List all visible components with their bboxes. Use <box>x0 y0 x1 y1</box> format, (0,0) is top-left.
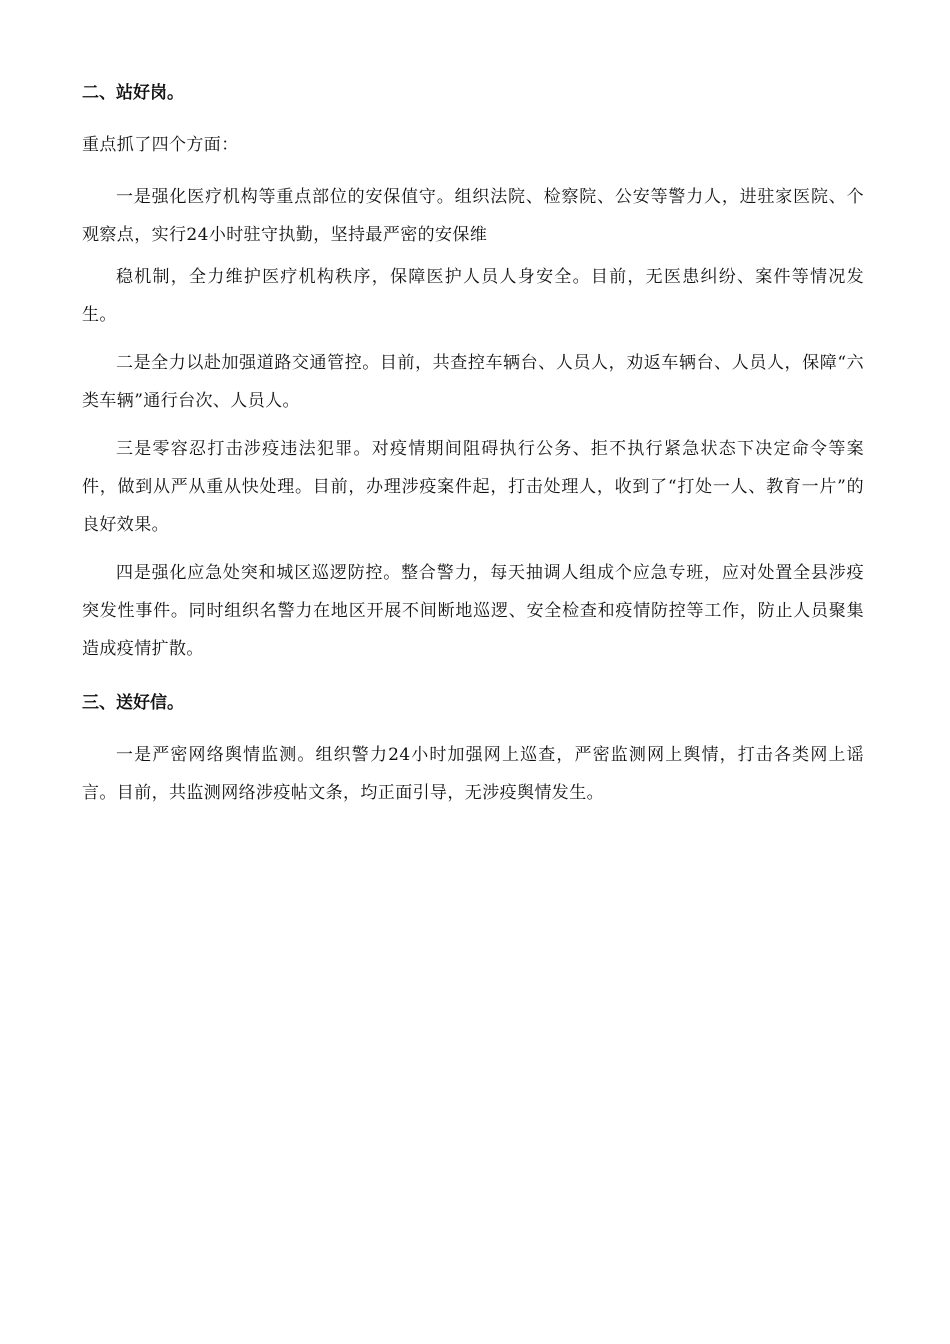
document-body <box>82 78 864 822</box>
paragraph-traffic-control: 二是全力以赴加强道路交通管控。目前，共查控车辆台、人员人，劝返车辆台、人员人，保障“六类车辆”通行台次、人员人。 <box>82 353 864 411</box>
section-heading-deliver-message: 三、送好信。 <box>82 693 184 713</box>
section-heading-stand-guard: 二、站好岗。 <box>82 83 184 103</box>
paragraph-medical-security: 一是强化医疗机构等重点部位的安保值守。组织法院、检察院、公安等警力人，进驻家医院、个观察点，实行24小时驻守执勤，坚持最严密的安保维 <box>82 187 864 245</box>
paragraph-medical-security-continued: 稳机制，全力维护医疗机构秩序，保障医护人员人身安全。目前，无医患纠纷、案件等情况发生。 <box>82 267 864 325</box>
paragraph-emergency-patrol: 四是强化应急处突和城区巡逻防控。整合警力，每天抽调人组成个应急专班，应对处置全县涉疫突发性事件。同时组织名警力在地区开展不间断地巡逻、安全检查和疫情防控等工作，防止人员聚集造成疫情扩散。 <box>82 563 864 659</box>
paragraph-crime-crackdown: 三是零容忍打击涉疫违法犯罪。对疫情期间阻碍执行公务、拒不执行紧急状态下决定命令等案件，做到从严从重从快处理。目前，办理涉疫案件起，打击处理人，收到了“打处一人、教育一片”的良好效果。 <box>82 439 864 535</box>
paragraph-online-monitoring: 一是严密网络舆情监测。组织警力24小时加强网上巡查，严密监测网上舆情，打击各类网上谣言。目前，共监测网络涉疫帖文条，均正面引导，无涉疫舆情发生。 <box>82 745 864 803</box>
section-intro: 重点抓了四个方面： <box>82 135 239 155</box>
